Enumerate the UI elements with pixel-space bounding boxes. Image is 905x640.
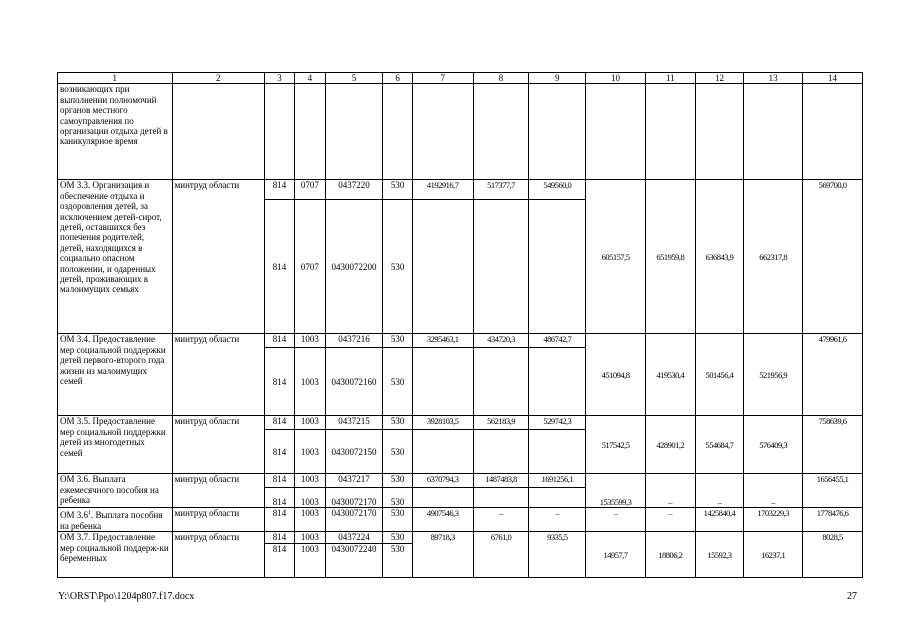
measure-name: ОМ 3.6. Выплата ежемесячного пособия на ребенка (58, 474, 173, 508)
cell: 9335,5 (529, 532, 586, 578)
col-header: 10 (586, 73, 646, 84)
cell: 15592,3 (695, 532, 744, 578)
executor: минтруд области (172, 474, 264, 508)
cell: 6761,0 (473, 532, 529, 578)
cell: 530 (383, 532, 412, 544)
executor: минтруд области (172, 532, 264, 578)
cell: 530 (383, 416, 412, 430)
cell: 0707 (295, 180, 325, 200)
cell: 1535599,3 (586, 474, 646, 508)
cell: 1487483,8 (473, 474, 529, 488)
col-header: 11 (645, 73, 695, 84)
measure-name: возникающих при выполнении полномочий органов местного самоуправления по организации отдыха детей в каникулярное время (58, 84, 173, 180)
col-header: 9 (529, 73, 586, 84)
cell: 1003 (295, 348, 325, 416)
cell: 569700,0 (803, 180, 863, 334)
cell: 1703229,3 (744, 508, 803, 532)
cell: – (529, 508, 586, 532)
footer-file-path: Y:\ORST\Ppo\1204p807.f17.docx (58, 591, 195, 602)
cell: 8028,5 (803, 532, 863, 578)
cell: 530 (383, 200, 412, 334)
cell: 814 (264, 474, 294, 488)
cell: 451094,8 (586, 334, 646, 416)
cell: 3928103,5 (412, 416, 473, 430)
cell: 814 (264, 334, 294, 348)
cell: 521956,9 (744, 334, 803, 416)
col-header: 4 (295, 73, 325, 84)
cell: 814 (264, 544, 294, 578)
col-header: 2 (172, 73, 264, 84)
cell: 1003 (295, 488, 325, 508)
cell: 0437220 (325, 180, 383, 200)
table-row (58, 180, 863, 200)
col-header: 3 (264, 73, 294, 84)
cell: 428901,2 (645, 416, 695, 474)
cell: – (586, 508, 646, 532)
cell: 0430072240 (325, 544, 383, 578)
cell: 1656455,1 (803, 474, 863, 508)
cell: 814 (264, 180, 294, 200)
table-row (58, 508, 863, 532)
cell: 14957,7 (586, 532, 646, 578)
executor: минтруд области (172, 334, 264, 416)
cell: 1691256,1 (529, 474, 586, 488)
cell: 0437215 (325, 416, 383, 430)
cell: 1003 (295, 508, 325, 532)
cell: – (645, 474, 695, 508)
col-header: 12 (695, 73, 744, 84)
cell: 1003 (295, 430, 325, 474)
cell: 651959,8 (645, 180, 695, 334)
cell: 530 (383, 334, 412, 348)
col-header: 14 (803, 73, 863, 84)
cell: 434720,3 (473, 334, 529, 348)
cell: 16237,1 (744, 532, 803, 578)
executor: минтруд области (172, 508, 264, 532)
cell: 814 (264, 488, 294, 508)
measure-name: ОМ 3.3. Организация и обеспечение отдыха и оздоровления детей, за исключением детей-сирот, детей, оставшихся без попечения родителей, детей, находящихся в социально опасном положении, и одаренных детей, проживающих в малоимущих семьях (58, 180, 173, 334)
cell: 4192916,7 (412, 180, 473, 200)
cell: 814 (264, 508, 294, 532)
cell: 562183,9 (473, 416, 529, 430)
col-header: 6 (383, 73, 412, 84)
cell: 18806,2 (645, 532, 695, 578)
cell: – (473, 508, 529, 532)
measure-name: ОМ 3.5. Предоставление мер социальной поддержки детей из многодетных семей (58, 416, 173, 474)
cell: 3295463,1 (412, 334, 473, 348)
page-number: 27 (847, 591, 857, 602)
cell: 576409,3 (744, 416, 803, 474)
cell: 501456,4 (695, 334, 744, 416)
cell: 486742,7 (529, 334, 586, 348)
col-header: 1 (58, 73, 173, 84)
cell: 0437216 (325, 334, 383, 348)
cell: 0430072170 (325, 508, 383, 532)
table-row (58, 474, 863, 488)
cell: 6370794,3 (412, 474, 473, 488)
col-header: 7 (412, 73, 473, 84)
measure-name: ОМ $3.6^1$. Выплата пособия на ребенка (58, 508, 173, 532)
cell: 0430072200 (325, 200, 383, 334)
column-number-row (58, 73, 863, 84)
cell: 479961,6 (803, 334, 863, 416)
cell: 530 (383, 348, 412, 416)
cell: 814 (264, 532, 294, 544)
cell: 662317,8 (744, 180, 803, 334)
cell: – (744, 474, 803, 508)
cell: 517542,5 (586, 416, 646, 474)
cell: 758639,6 (803, 416, 863, 474)
col-header: 5 (325, 73, 383, 84)
cell: 605157,5 (586, 180, 646, 334)
cell: 419530,4 (645, 334, 695, 416)
cell: 517377,7 (473, 180, 529, 200)
cell: 1003 (295, 334, 325, 348)
measure-name: ОМ 3.7. Предоставление мер социальной поддерж-ки беременных (58, 532, 173, 578)
cell: 1003 (295, 416, 325, 430)
cell: 0430072150 (325, 430, 383, 474)
cell: 1003 (295, 474, 325, 488)
cell: 1003 (295, 532, 325, 544)
cell: 4907546,3 (412, 508, 473, 532)
cell: 814 (264, 416, 294, 430)
cell: 530 (383, 544, 412, 578)
cell: 0707 (295, 200, 325, 334)
cell: – (645, 508, 695, 532)
cell: 0437217 (325, 474, 383, 488)
cell: 549560,0 (529, 180, 586, 200)
cell: 814 (264, 348, 294, 416)
cell: 530 (383, 488, 412, 508)
cell: 814 (264, 430, 294, 474)
cell: 530 (383, 474, 412, 488)
cell: 554684,7 (695, 416, 744, 474)
cell: – (695, 474, 744, 508)
cell: 636843,9 (695, 180, 744, 334)
table-row (58, 532, 863, 544)
measure-name: ОМ 3.4. Предоставление мер социальной поддержки детей первого-второго года жизни из малоимущих семей (58, 334, 173, 416)
col-header: 8 (473, 73, 529, 84)
table-row (58, 416, 863, 430)
cell: 1003 (295, 544, 325, 578)
table-row (58, 84, 863, 180)
col-header: 13 (744, 73, 803, 84)
cell: 814 (264, 200, 294, 334)
cell: 529742,3 (529, 416, 586, 430)
cell: 1425840,4 (695, 508, 744, 532)
cell: 530 (383, 430, 412, 474)
executor: минтруд области (172, 416, 264, 474)
cell: 0430072170 (325, 488, 383, 508)
cell: 0430072160 (325, 348, 383, 416)
cell: 1778476,6 (803, 508, 863, 532)
cell: 530 (383, 180, 412, 200)
executor: минтруд области (172, 180, 264, 334)
budget-table (57, 72, 863, 578)
table-row (58, 334, 863, 348)
cell: 530 (383, 508, 412, 532)
cell: 0437224 (325, 532, 383, 544)
cell: 89718,3 (412, 532, 473, 578)
